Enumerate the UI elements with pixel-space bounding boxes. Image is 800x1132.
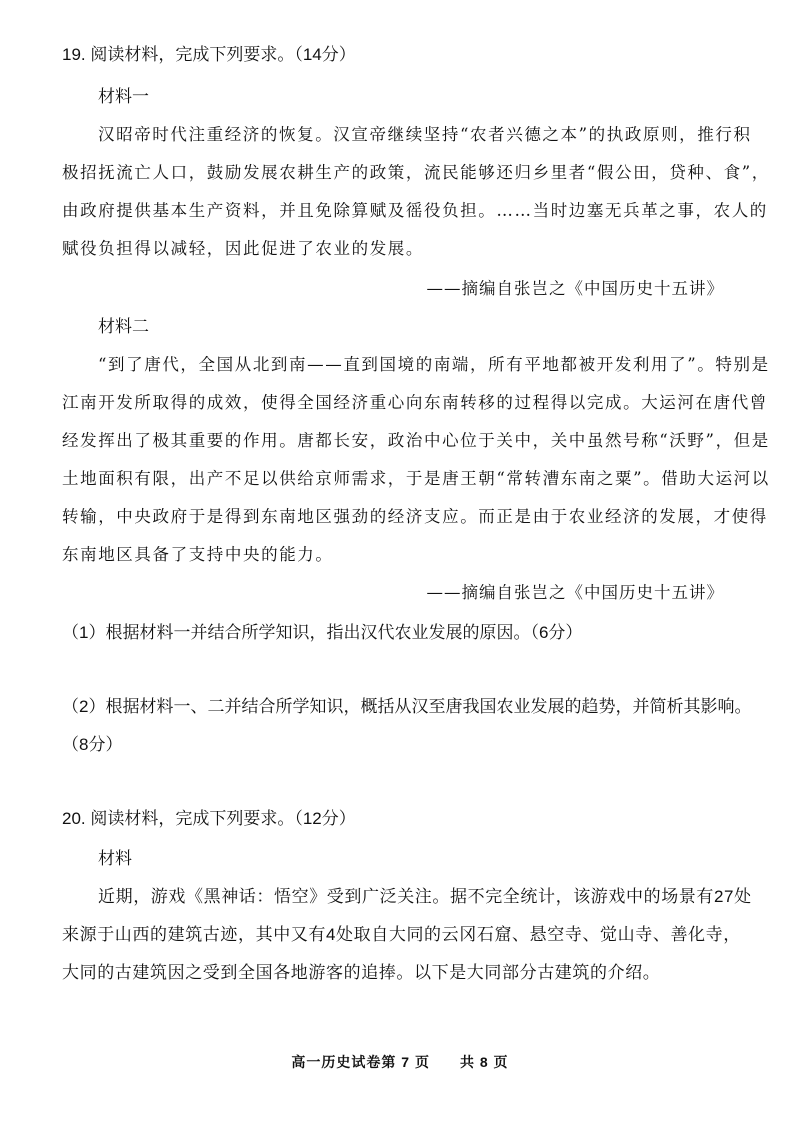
q19-material1-label: 材料一 bbox=[98, 87, 149, 106]
q20-heading: 20. 阅读材料，完成下列要求。（12分） bbox=[62, 809, 356, 828]
q19-material2-label: 材料二 bbox=[98, 317, 149, 336]
q19-heading: 19. 阅读材料，完成下列要求。（14分） bbox=[62, 45, 356, 64]
q19-material2-source: ——摘编自张岂之《中国历史十五讲》 bbox=[426, 583, 724, 602]
q19-material2-line-6: 东南地区具备了支持中央的能力。 bbox=[62, 545, 334, 564]
q20-material-label: 材料 bbox=[98, 849, 132, 868]
page-footer: 高一历史试卷第 7 页 共 8 页 bbox=[291, 1054, 509, 1070]
q19-material2-line-2: 江南开发所取得的成效，使得全国经济重心向东南转移的过程得以完成。大运河在唐代曾 bbox=[62, 393, 768, 412]
q19-material1-line-1: 汉昭帝时代注重经济的恢复。汉宣帝继续坚持“农者兴德之本”的执政原则，推行积 bbox=[98, 125, 752, 144]
q20-material-line-2: 来源于山西的建筑古迹，其中又有4处取自大同的云冈石窟、悬空寺、觉山寺、善化寺， bbox=[62, 925, 741, 944]
q19-material1-line-4: 赋役负担得以减轻，因此促进了农业的发展。 bbox=[62, 239, 424, 258]
q19-material2-line-1: “到了唐代，全国从北到南——直到国境的南端，所有平地都被开发利用了”。特别是 bbox=[98, 355, 770, 374]
q20-material-line-1: 近期，游戏《黑神话：悟空》受到广泛关注。据不完全统计，该游戏中的场景有27处 bbox=[98, 887, 752, 906]
q19-material1-source: ——摘编自张岂之《中国历史十五讲》 bbox=[426, 279, 724, 298]
q19-subquestion-1: （1）根据材料一并结合所学知识，指出汉代农业发展的原因。（6分） bbox=[62, 623, 583, 642]
q20-material-line-3: 大同的古建筑因之受到全国各地游客的追捧。以下是大同部分古建筑的介绍。 bbox=[62, 963, 661, 982]
q19-subquestion-2-line-2: （8分） bbox=[62, 735, 123, 754]
q19-material2-line-4: 土地面积有限，出产不足以供给京师需求，于是唐王朝“常转漕东南之粟”。借助大运河以 bbox=[62, 469, 770, 488]
q19-material1-line-3: 由政府提供基本生产资料，并且免除算赋及徭役负担。……当时边塞无兵革之事，农人的 bbox=[62, 201, 768, 220]
q19-subquestion-2-line-1: （2）根据材料一、二并结合所学知识，概括从汉至唐我国农业发展的趋势，并简析其影响。 bbox=[62, 697, 752, 716]
q19-material2-line-5: 转输，中央政府于是得到东南地区强劲的经济支应。而正是由于农业经济的发展，才使得 bbox=[62, 507, 768, 526]
q19-material2-line-3: 经发挥出了极其重要的作用。唐都长安，政治中心位于关中，关中虽然号称“沃野”，但是 bbox=[62, 431, 770, 450]
q19-material1-line-2: 极招抚流亡人口，鼓励发展农耕生产的政策，流民能够还归乡里者“假公田，贷种、食”， bbox=[62, 163, 770, 182]
